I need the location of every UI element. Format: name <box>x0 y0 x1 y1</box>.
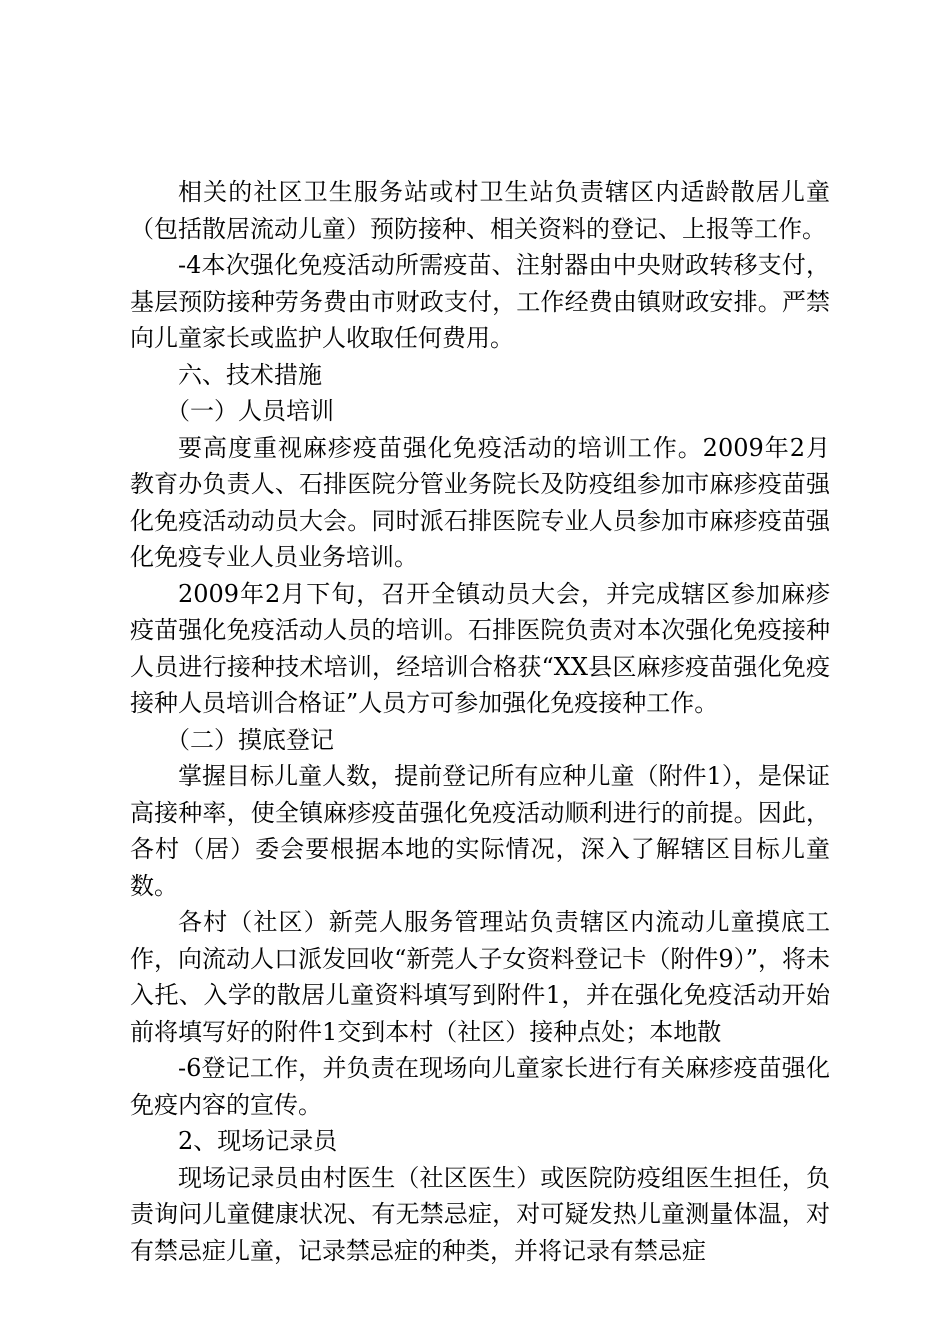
section-heading: 六、技术措施 <box>178 360 322 389</box>
section-heading: 2、现场记录员 <box>178 1127 338 1155</box>
paragraph: 现场记录员由村医生（社区医生）或医院防疫组医生担任，负责询问儿童健康状况、有无禁忌症，对可疑发热儿童测量体温，对有禁忌症儿童，记录禁忌症的种类，并将记录有禁忌症 <box>130 1163 830 1265</box>
paragraph: -6登记工作，并负责在现场向儿童家长进行有关麻疹疫苗强化免疫内容的宣传。 <box>130 1054 830 1119</box>
paragraph: 2009年2月下旬，召开全镇动员大会，并完成辖区参加麻疹疫苗强化免疫活动人员的培训。石排医院负责对本次强化免疫接种人员进行接种技术培训，经培训合格获“XX县区麻疹疫苗强化免疫接种人员培训合格证”人员方可参加强化免疫接种工作。 <box>130 579 830 717</box>
paragraph: -4本次强化免疫活动所需疫苗、注射器由中央财政转移支付，基层预防接种劳务费由市财政支付，工作经费由镇财政安排。严禁向儿童家长或监护人收取任何费用。 <box>130 251 830 352</box>
paragraph: 要高度重视麻疹疫苗强化免疫活动的培训工作。2009年2月教育办负责人、石排医院分管业务院长及防疫组参加市麻疹疫苗强化免疫活动动员大会。同时派石排医院专业人员参加市麻疹疫苗强化免疫专业人员业务培训。 <box>130 433 830 571</box>
subsection-heading: （二）摸底登记 <box>166 725 334 754</box>
paragraph: 各村（社区）新莞人服务管理站负责辖区内流动儿童摸底工作，向流动人口派发回收“新莞人子女资料登记卡（附件9）”，将未入托、入学的散居儿童资料填写到附件1，并在强化免疫活动开始前将填写好的附件1交到本村（社区）接种点处；本地散 <box>130 908 830 1046</box>
paragraph: 掌握目标儿童人数，提前登记所有应种儿童（附件1），是保证高接种率，使全镇麻疹疫苗强化免疫活动顺利进行的前提。因此，各村（居）委会要根据本地的实际情况，深入了解辖区目标儿童数。 <box>130 762 830 900</box>
subsection-heading: （一）人员培训 <box>166 397 334 425</box>
paragraph: 相关的社区卫生服务站或村卫生站负责辖区内适龄散居儿童（包括散居流动儿童）预防接种、相关资料的登记、上报等工作。 <box>130 178 830 243</box>
document-page <box>130 174 830 1269</box>
